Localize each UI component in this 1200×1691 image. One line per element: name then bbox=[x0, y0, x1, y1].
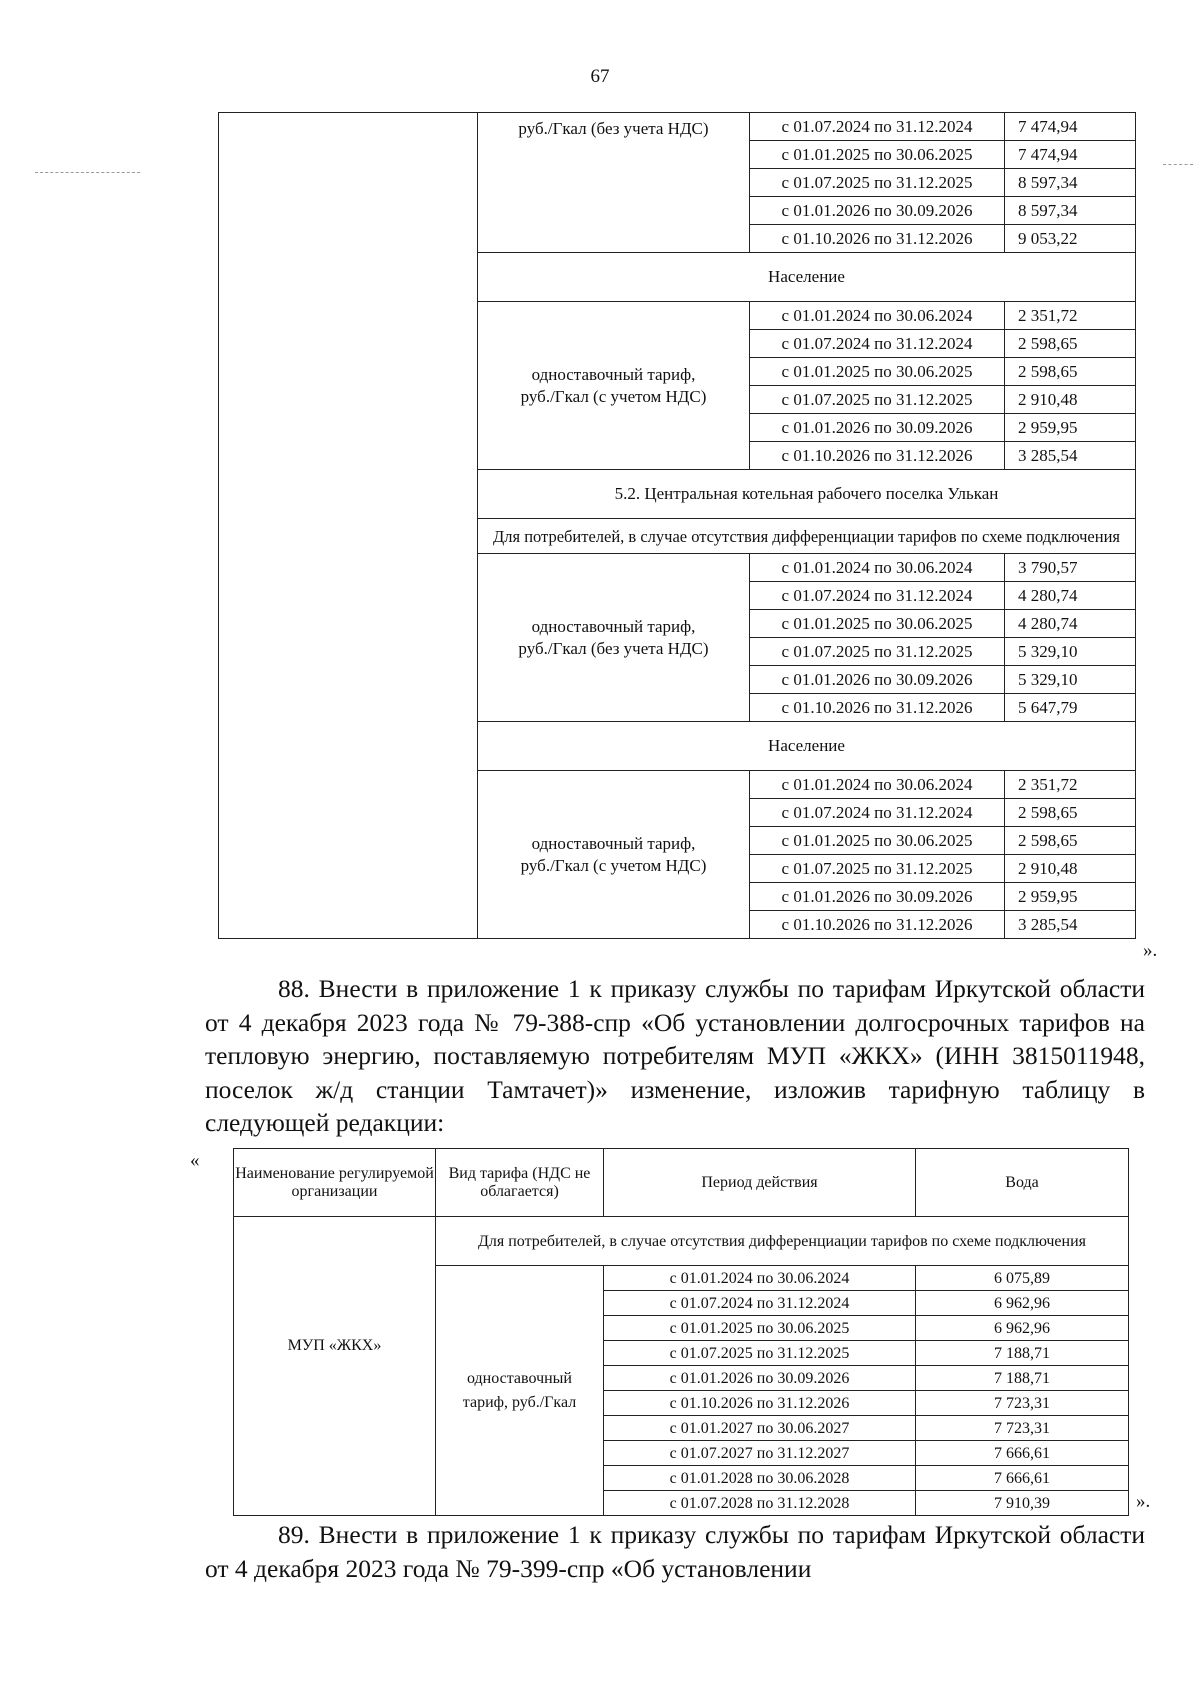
period-cell: с 01.07.2025 по 31.12.2025 bbox=[604, 1341, 916, 1366]
scan-artifact bbox=[35, 172, 140, 173]
consumers-heading: Для потребителей, в случае отсутствия дифференциации тарифов по схеме подключения bbox=[436, 1217, 1129, 1266]
table-row bbox=[219, 113, 1136, 141]
tariff-kind-line: руб./Гкал (без учета НДС) bbox=[518, 638, 709, 658]
tariff-value-cell: 4 280,74 bbox=[1005, 610, 1136, 638]
period-cell: с 01.07.2024 по 31.12.2024 bbox=[750, 799, 1005, 827]
period-cell: с 01.01.2024 по 30.06.2024 bbox=[750, 302, 1005, 330]
period-cell: с 01.07.2027 по 31.12.2027 bbox=[604, 1441, 916, 1466]
tariff-kind-cell bbox=[478, 554, 750, 722]
tariff-value-cell: 7 910,39 bbox=[916, 1491, 1129, 1516]
tariff-kind-cell bbox=[478, 302, 750, 470]
tariff-value-cell: 2 910,48 bbox=[1005, 855, 1136, 883]
tariff-kind-line: одноставочный тариф, bbox=[531, 616, 696, 636]
period-cell: с 01.01.2025 по 30.06.2025 bbox=[750, 358, 1005, 386]
tariff-value-cell: 7 188,71 bbox=[916, 1366, 1129, 1391]
period-cell: с 01.07.2025 по 31.12.2025 bbox=[750, 638, 1005, 666]
population-heading: Население bbox=[478, 253, 1136, 302]
period-cell: с 01.01.2026 по 30.09.2026 bbox=[750, 414, 1005, 442]
paragraph-89 bbox=[205, 1518, 1145, 1585]
tariff-value-cell: 5 647,79 bbox=[1005, 694, 1136, 722]
tariff-value-cell: 6 075,89 bbox=[916, 1266, 1129, 1291]
period-cell: с 01.01.2026 по 30.09.2026 bbox=[750, 666, 1005, 694]
header-org: Наименование регулируемой организации bbox=[234, 1149, 436, 1217]
header-value: Вода bbox=[916, 1149, 1129, 1217]
period-cell: с 01.07.2024 по 31.12.2024 bbox=[604, 1291, 916, 1316]
tariff-kind-cell bbox=[478, 771, 750, 939]
period-cell: с 01.01.2024 по 30.06.2024 bbox=[750, 771, 1005, 799]
tariff-value-cell: 3 285,54 bbox=[1005, 442, 1136, 470]
header-period: Период действия bbox=[604, 1149, 916, 1217]
tariff-value-cell: 4 280,74 bbox=[1005, 582, 1136, 610]
period-cell: с 01.01.2027 по 30.06.2027 bbox=[604, 1416, 916, 1441]
tariff-kind-line: руб./Гкал (с учетом НДС) bbox=[520, 386, 707, 406]
tariff-value-cell: 2 598,65 bbox=[1005, 827, 1136, 855]
scan-artifact bbox=[1163, 164, 1193, 165]
tariff-value-cell: 2 598,65 bbox=[1005, 330, 1136, 358]
period-cell: с 01.07.2025 по 31.12.2025 bbox=[750, 386, 1005, 414]
tariff-kind-cell: руб./Гкал (без учета НДС) bbox=[478, 113, 750, 253]
tariff-value-cell: 7 666,61 bbox=[916, 1466, 1129, 1491]
tariff-value-cell: 9 053,22 bbox=[1005, 225, 1136, 253]
tariff-kind-line: одноставочный тариф, bbox=[531, 833, 696, 853]
table2-header-row bbox=[234, 1149, 1129, 1217]
period-cell: с 01.01.2024 по 30.06.2024 bbox=[750, 554, 1005, 582]
tariff-value-cell: 3 285,54 bbox=[1005, 911, 1136, 939]
tariff-value-cell: 2 959,95 bbox=[1005, 414, 1136, 442]
period-cell: с 01.10.2026 по 31.12.2026 bbox=[750, 911, 1005, 939]
paragraph-88 bbox=[205, 972, 1145, 1140]
tariff-value-cell: 7 474,94 bbox=[1005, 113, 1136, 141]
paragraph-89-text: 89. Внести в приложение 1 к приказу службы по тарифам Иркутской области от 4 декабря 2023 года № 79-399-спр «Об установлении bbox=[205, 1520, 1145, 1583]
table1-closing-mark: ». bbox=[1143, 940, 1158, 961]
tariff-value-cell: 7 723,31 bbox=[916, 1391, 1129, 1416]
tariff-kind-line: одноставочный тариф, bbox=[531, 364, 696, 384]
tariff-value-cell: 8 597,34 bbox=[1005, 169, 1136, 197]
tariff-kind-line: одноставочный bbox=[467, 1369, 572, 1387]
period-cell: с 01.01.2024 по 30.06.2024 bbox=[604, 1266, 916, 1291]
population-heading: Население bbox=[478, 722, 1136, 771]
period-cell: с 01.10.2026 по 31.12.2026 bbox=[750, 442, 1005, 470]
tariff-kind-line: тариф, руб./Гкал bbox=[462, 1393, 577, 1411]
tariff-value-cell: 5 329,10 bbox=[1005, 666, 1136, 694]
period-cell: с 01.01.2026 по 30.09.2026 bbox=[750, 197, 1005, 225]
page-number: 67 bbox=[590, 66, 610, 87]
tariff-table-continued bbox=[218, 112, 1136, 939]
header-kind: Вид тарифа (НДС не облагается) bbox=[436, 1149, 604, 1217]
tariff-value-cell: 6 962,96 bbox=[916, 1316, 1129, 1341]
period-cell: с 01.10.2026 по 31.12.2026 bbox=[750, 694, 1005, 722]
tariff-kind-cell bbox=[436, 1266, 604, 1516]
tariff-value-cell: 2 959,95 bbox=[1005, 883, 1136, 911]
tariff-kind-line: руб./Гкал (с учетом НДС) bbox=[520, 855, 707, 875]
tariff-table-water bbox=[233, 1148, 1129, 1516]
table-row bbox=[234, 1217, 1129, 1266]
period-cell: с 01.07.2025 по 31.12.2025 bbox=[750, 855, 1005, 883]
period-cell: с 01.07.2025 по 31.12.2025 bbox=[750, 169, 1005, 197]
table2-opening-mark: « bbox=[190, 1150, 200, 1171]
tariff-value-cell: 2 351,72 bbox=[1005, 302, 1136, 330]
period-cell: с 01.07.2024 по 31.12.2024 bbox=[750, 582, 1005, 610]
tariff-value-cell: 2 910,48 bbox=[1005, 386, 1136, 414]
period-cell: с 01.01.2028 по 30.06.2028 bbox=[604, 1466, 916, 1491]
period-cell: с 01.07.2028 по 31.12.2028 bbox=[604, 1491, 916, 1516]
tariff-value-cell: 2 598,65 bbox=[1005, 358, 1136, 386]
tariff-value-cell: 7 723,31 bbox=[916, 1416, 1129, 1441]
period-cell: с 01.01.2026 по 30.09.2026 bbox=[750, 883, 1005, 911]
tariff-value-cell: 5 329,10 bbox=[1005, 638, 1136, 666]
organization-cell bbox=[219, 113, 478, 939]
table2-closing-mark: ». bbox=[1136, 1491, 1151, 1512]
tariff-value-cell: 8 597,34 bbox=[1005, 197, 1136, 225]
period-cell: с 01.01.2025 по 30.06.2025 bbox=[604, 1316, 916, 1341]
paragraph-88-text: 88. Внести в приложение 1 к приказу службы по тарифам Иркутской области от 4 декабря 2023 года № 79-388-спр «Об установлении долгосрочных тарифов на тепловую энергию, поставляемую потребителям МУП «ЖКХ» (ИНН 3815011948, поселок ж/д станции Тамтачет)» изменение, изложив тарифную таблицу в следующей редакции: bbox=[205, 974, 1145, 1137]
tariff-value-cell: 3 790,57 bbox=[1005, 554, 1136, 582]
tariff-value-cell: 6 962,96 bbox=[916, 1291, 1129, 1316]
tariff-value-cell: 2 598,65 bbox=[1005, 799, 1136, 827]
consumers-heading: Для потребителей, в случае отсутствия дифференциации тарифов по схеме подключения bbox=[478, 519, 1136, 554]
tariff-value-cell: 7 666,61 bbox=[916, 1441, 1129, 1466]
period-cell: с 01.10.2026 по 31.12.2026 bbox=[750, 225, 1005, 253]
section-title: 5.2. Центральная котельная рабочего поселка Улькан bbox=[478, 470, 1136, 519]
period-cell: с 01.01.2025 по 30.06.2025 bbox=[750, 141, 1005, 169]
period-cell: с 01.07.2024 по 31.12.2024 bbox=[750, 113, 1005, 141]
tariff-value-cell: 7 188,71 bbox=[916, 1341, 1129, 1366]
period-cell: с 01.01.2026 по 30.09.2026 bbox=[604, 1366, 916, 1391]
organization-name-cell: МУП «ЖКХ» bbox=[234, 1217, 436, 1516]
period-cell: с 01.10.2026 по 31.12.2026 bbox=[604, 1391, 916, 1416]
period-cell: с 01.01.2025 по 30.06.2025 bbox=[750, 610, 1005, 638]
period-cell: с 01.07.2024 по 31.12.2024 bbox=[750, 330, 1005, 358]
period-cell: с 01.01.2025 по 30.06.2025 bbox=[750, 827, 1005, 855]
tariff-value-cell: 2 351,72 bbox=[1005, 771, 1136, 799]
tariff-value-cell: 7 474,94 bbox=[1005, 141, 1136, 169]
